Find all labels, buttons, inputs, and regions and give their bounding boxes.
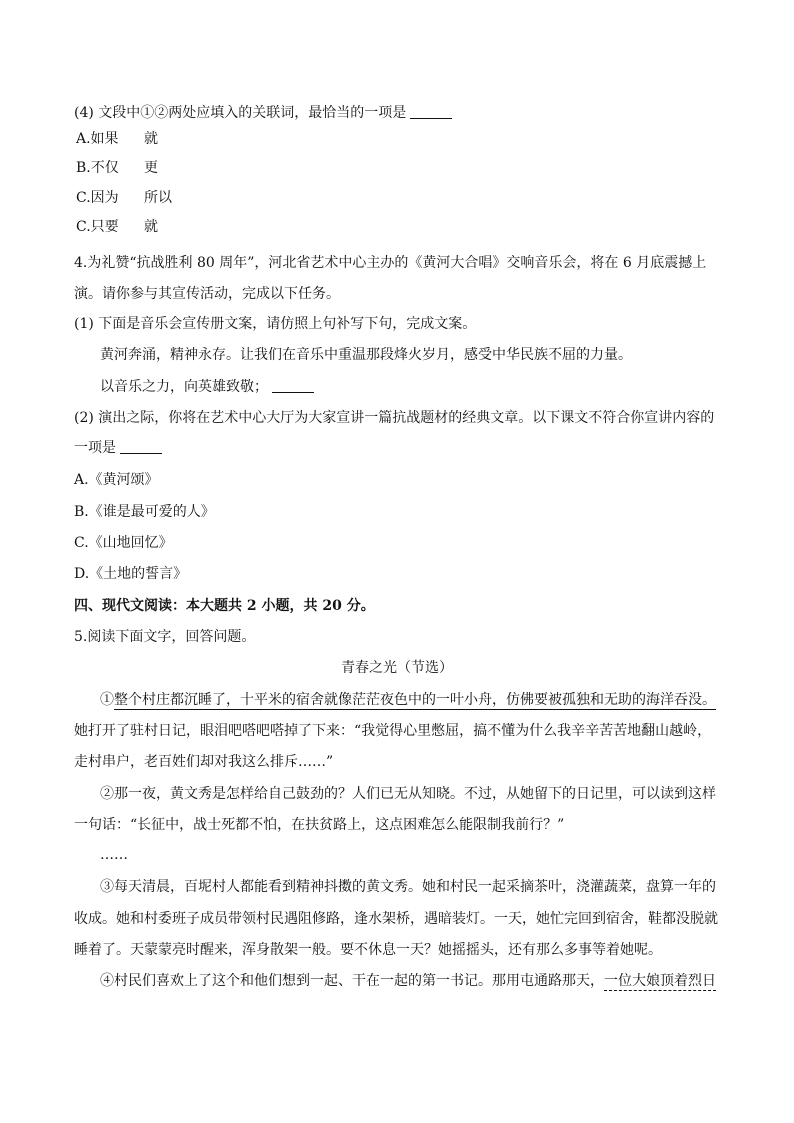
q5-stem: 5.阅读下面文字，回答问题。 [74,629,256,645]
q4-stem [74,103,452,123]
sub2-line1: (2) 演出之际，你将在艺术中心大厅为大家宣讲一篇抗战题材的经典文章。以下课文不符合你宣讲内容的 [74,410,715,426]
q4-stem-text: (4) 文段中①②两处应填入的关联词，最恰当的一项是 [74,105,407,121]
sub1-stem: (1) 下面是音乐会宣传册文案，请仿照上句补写下句，完成文案。 [74,316,477,332]
section-detail: 本大题共 2 小题，共 20 分。 [186,598,375,614]
sub1-line2-text: 以音乐之力，向英雄致敬； [100,379,268,395]
q4-main-line2: 演。请你参与其宣传活动，完成以下任务。 [74,286,340,302]
option-word: 更 [144,160,158,176]
passage-p1-line3: 走村串户，老百姓们却对我这么排斥……” [74,754,334,770]
q4-option-c1 [76,188,172,208]
q4-option-a [76,129,158,149]
passage-p3-line3: 睡着了。天蒙蒙亮时醒来，浑身散架一般。要不休息一天？她摇摇头，还有那么多事等着她呢。 [74,942,662,958]
sub2-option-b: B.《谁是最可爱的人》 [74,504,215,520]
sub2-option-c: C.《山地回忆》 [74,535,173,551]
passage-p3-line1: ③每天清晨，百坭村人都能看到精神抖擞的黄文秀。她和村民一起采摘茶叶，浇灌蔬菜，盘算一年的 [100,879,716,895]
passage-p1-line1 [100,690,716,710]
p4-text: ④村民们喜欢上了这个和他们想到一起、干在一起的第一书记。那用屯通路那天， [100,973,604,989]
q4-option-c2 [76,217,158,237]
underlined-sentence: 整个村庄都沉睡了，十平米的宿舍就像茫茫夜色中的一叶小舟，仿佛要被孤独和无助的海洋吞没。 [114,692,716,708]
answer-blank[interactable] [410,104,452,119]
sub1-line1: 黄河奔涌，精神永存。让我们在音乐中重温那段烽火岁月，感受中华民族不屈的力量。 [100,347,632,363]
paragraph-marker: ① [100,692,114,708]
passage-p4-line1 [100,971,716,991]
passage-p3-line2: 收成。她和村委班子成员带领村民遇阻修路，逢水架桥，遇暗装灯。一天，她忙完回到宿舍，鞋都没脱就 [74,911,718,927]
sub2-option-d: D.《土地的誓言》 [74,566,188,582]
section-heading [74,596,375,616]
passage-p2-line1: ②那一夜，黄文秀是怎样给自己鼓劲的？人们已无从知晓。不过，从她留下的日记里，可以读到这样 [100,786,716,802]
option-word: 所以 [144,190,172,206]
q4-option-b [76,158,158,178]
passage-p1-line2: 她打开了驻村日记，眼泪吧嗒吧嗒掉了下来：“我觉得心里憋屈，搞不懂为什么我辛辛苦苦地翻山越岭， [74,723,712,739]
q4-main-line1: 4.为礼赞“抗战胜利 80 周年”，河北省艺术中心主办的《黄河大合唱》交响音乐会，将在 6 月底震撼上 [74,255,707,271]
option-label: C.只要 [76,219,119,235]
passage-title: 青春之光（节选） [341,660,453,676]
dashed-underlined-phrase: 一位大娘顶着烈日 [604,973,716,989]
passage-ellipsis: …… [100,847,128,863]
option-label: C.因为 [76,190,119,206]
option-label: A.如果 [76,131,119,147]
option-label: B.不仅 [76,160,119,176]
sub2-option-a: A.《黄河颂》 [74,472,159,488]
section-title: 四、现代文阅读： [74,598,186,614]
option-word: 就 [144,219,158,235]
answer-blank[interactable] [120,439,162,454]
option-word: 就 [144,131,158,147]
sub2-line2-text: 一项是 [74,440,116,456]
sub1-line2 [100,377,314,397]
passage-p2-line2: 一句话：“长征中，战士死都不怕，在扶贫路上，这点困难怎么能限制我前行？” [74,817,565,833]
answer-blank[interactable] [272,378,314,393]
sub2-line2 [74,438,162,458]
